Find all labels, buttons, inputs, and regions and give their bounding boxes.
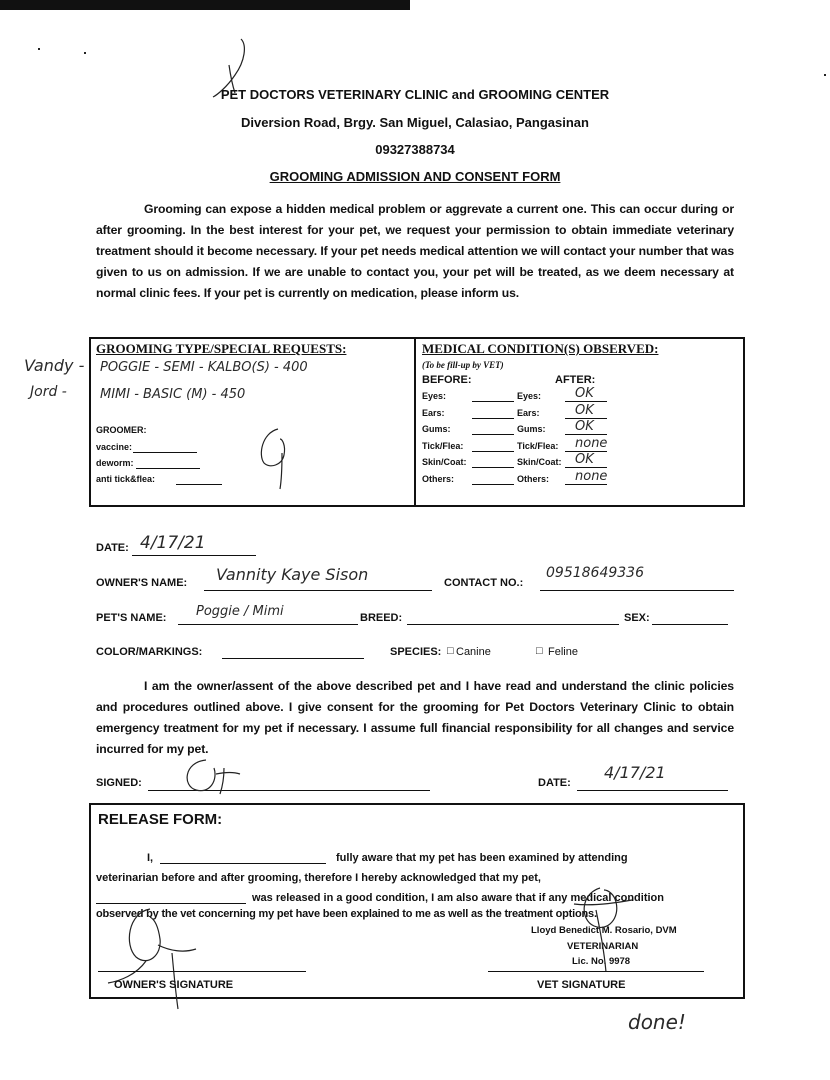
- medical-before-label: Gums:: [422, 424, 451, 434]
- release-line4: observed by the vet concerning my pet have been explained to me as well as the treatment options.: [96, 908, 597, 920]
- owner-value: Vannity Kaye Sison: [216, 565, 369, 584]
- medical-after-label: Others:: [517, 473, 550, 484]
- medical-before-line: [472, 434, 514, 435]
- color-label: COLOR/MARKINGS:: [96, 646, 203, 658]
- medical-after-value: OK: [575, 386, 594, 401]
- species-label: SPECIES:: [390, 646, 442, 658]
- scan-dot: [84, 52, 86, 54]
- release-owner-signature: [100, 905, 210, 1015]
- medical-before-line: [472, 484, 514, 485]
- release-pet-line: [96, 903, 246, 904]
- medical-before-label: Eyes:: [422, 391, 447, 401]
- before-label: BEFORE:: [422, 374, 472, 386]
- done-note: done!: [628, 1010, 686, 1034]
- tick-label: anti tick&flea:: [96, 474, 156, 484]
- feline-checkbox[interactable]: □: [536, 645, 543, 657]
- medical-after-label: Ears:: [517, 407, 540, 418]
- owner-label: OWNER'S NAME:: [96, 577, 188, 589]
- signed-date-line: [577, 790, 728, 791]
- date-label: DATE:: [96, 542, 129, 554]
- medical-before-label: Others:: [422, 473, 455, 484]
- release-line1: fully aware that my pet has been examined by attending: [336, 852, 628, 864]
- release-title: RELEASE FORM:: [98, 811, 223, 828]
- scan-dot: [38, 48, 40, 50]
- owner-signature-line: [98, 971, 306, 972]
- contact-value: 09518649336: [546, 565, 644, 581]
- consent-paragraph: I am the owner/assent of the above described pet and I have read and understand the clinic policies and procedures outlined above. I give consent for the grooming for Pet Doctors Veterinary Clinic to obtain emergency treatment for my pet if necessary. I assume full financial responsibility for all changes and service incurred for my pet.: [96, 679, 734, 756]
- medical-note: (To be fill-up by VET): [422, 360, 504, 370]
- grooming-request-line1: POGGIE - SEMI - KALBO(S) - 400: [100, 360, 308, 375]
- medical-after-line: [565, 484, 607, 485]
- contact-label: CONTACT NO.:: [444, 577, 524, 589]
- margin-note-vandy: Vandy -: [24, 356, 85, 375]
- vet-signature-line: [488, 971, 704, 972]
- margin-note-jord: Jord -: [30, 384, 67, 400]
- medical-before-line: [472, 418, 514, 419]
- owner-signature-label: OWNER'S SIGNATURE: [114, 979, 234, 991]
- release-line3: was released in a good condition, I am also aware that if any medical condition: [252, 892, 664, 904]
- medical-after-value: none: [575, 435, 608, 451]
- grooming-title: GROOMING TYPE/SPECIAL REQUESTS:: [96, 341, 347, 356]
- medical-after-value: OK: [575, 402, 594, 418]
- medical-after-value: none: [575, 468, 608, 484]
- contact-line: [540, 590, 734, 591]
- form-title: GROOMING ADMISSION AND CONSENT FORM: [269, 169, 561, 184]
- owner-signature: [170, 756, 250, 800]
- date-value: 4/17/21: [140, 533, 206, 553]
- medical-before-line: [472, 451, 514, 452]
- medical-before-line: [472, 467, 514, 468]
- canine-checkbox[interactable]: □: [447, 645, 454, 657]
- pet-label: PET'S NAME:: [96, 612, 167, 624]
- vet-signature: [560, 880, 650, 980]
- feline-label: Feline: [548, 646, 578, 658]
- scan-dot: [824, 74, 826, 76]
- vaccine-label: vaccine:: [96, 442, 133, 452]
- pet-value: Poggie / Mimi: [196, 604, 284, 619]
- medical-after-value: OK: [575, 452, 594, 467]
- clinic-address: Diversion Road, Brgy. San Miguel, Calasiao, Pangasinan: [241, 115, 589, 130]
- owner-line: [204, 590, 432, 591]
- vet-name-stamp: Lloyd Benedict M. Rosario, DVM: [531, 925, 677, 936]
- breed-line: [407, 624, 619, 625]
- medical-before-label: Skin/Coat:: [422, 457, 467, 467]
- color-line: [222, 658, 364, 659]
- medical-after-label: Skin/Coat:: [517, 457, 562, 467]
- signed-label: SIGNED:: [96, 777, 142, 789]
- date-line: [132, 555, 256, 556]
- breed-label: BREED:: [360, 612, 403, 624]
- signed-date-label: DATE:: [538, 777, 571, 789]
- groomer-label: GROOMER:: [96, 425, 147, 435]
- release-line2: veterinarian before and after grooming, therefore I hereby acknowledged that my pet,: [96, 872, 541, 884]
- medical-after-label: Eyes:: [517, 391, 542, 401]
- signed-date-value: 4/17/21: [604, 763, 666, 782]
- clinic-name: PET DOCTORS VETERINARY CLINIC and GROOMING CENTER: [220, 87, 610, 102]
- medical-after-value: OK: [575, 419, 594, 434]
- deworm-line: [136, 468, 200, 469]
- after-label: AFTER:: [555, 374, 596, 386]
- medical-title: MEDICAL CONDITION(S) OBSERVED:: [422, 341, 659, 356]
- tick-line: [176, 484, 222, 485]
- medical-after-label: Tick/Flea:: [517, 440, 559, 451]
- intro-paragraph: Grooming can expose a hidden medical problem or aggrevate a current one. This can occur during or after grooming. In the best interest for your pet, we request your permission to obtain immediate veterinary treatment should it become necessary. If your pet needs medical attention we will contact your number that was given to us on admission. If we are unable to contact you, your pet will be treated, as we deem necessary at normal clinic fees. If your pet is currently on medication, please inform us.: [96, 202, 734, 300]
- vet-lic-stamp: Lic. No. 9978: [572, 956, 631, 967]
- release-name-line: [160, 863, 326, 864]
- deworm-label: deworm:: [96, 458, 134, 468]
- vet-title-stamp: VETERINARIAN: [567, 941, 639, 952]
- groomer-signature: [252, 425, 302, 495]
- vaccine-line: [133, 452, 197, 453]
- release-i: I,: [147, 852, 154, 864]
- medical-before-line: [472, 401, 514, 402]
- medical-before-label: Ears:: [422, 407, 445, 418]
- box-divider: [414, 339, 416, 505]
- sex-line: [652, 624, 728, 625]
- pet-line: [178, 624, 358, 625]
- medical-before-label: Tick/Flea:: [422, 440, 464, 451]
- sex-label: SEX:: [624, 612, 650, 624]
- clinic-phone: 09327388734: [375, 142, 455, 157]
- canine-label: Canine: [456, 646, 491, 658]
- medical-after-label: Gums:: [517, 424, 546, 434]
- scan-top-bar: [0, 0, 410, 10]
- vet-signature-label: VET SIGNATURE: [537, 979, 626, 991]
- grooming-request-line2: MIMI - BASIC (M) - 450: [100, 387, 246, 402]
